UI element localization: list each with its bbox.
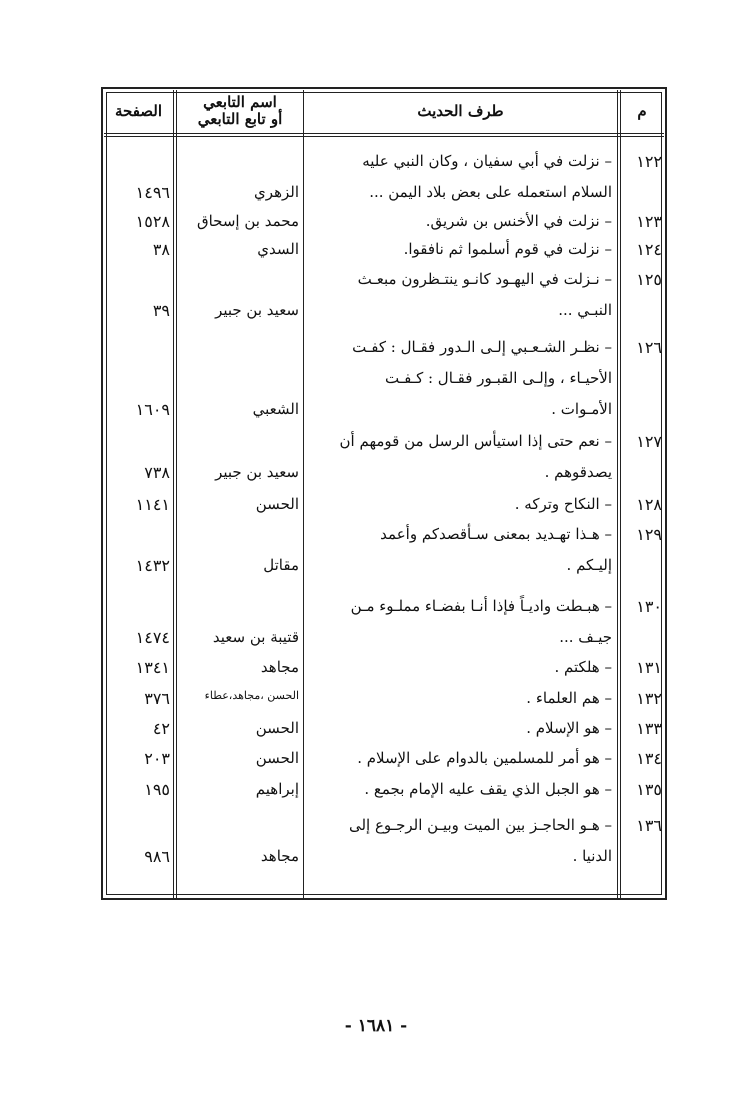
row-number: ١٢٩ bbox=[636, 525, 662, 544]
hadith-text-line: النبـي ... bbox=[558, 301, 612, 319]
hadith-text-line: – هـو الحاجـز بين الميت وبيـن الرجـوع إلى bbox=[348, 816, 612, 834]
hadith-text-line: – هلكتم . bbox=[554, 658, 612, 676]
hadith-text-line: – هو الجبل الذي يقف عليه الإمام بجمع . bbox=[364, 780, 612, 798]
hadith-text-line: إليـكم . bbox=[566, 556, 612, 574]
row-number: ١٢٦ bbox=[636, 338, 662, 357]
hadith-text-line: الأحيـاء ، وإلـى القبـور فقـال : كـفـت bbox=[384, 369, 612, 387]
row-number: ١٢٨ bbox=[636, 495, 662, 514]
page-ref: ٣٩ bbox=[152, 301, 170, 320]
hadith-text-line: – نعم حتى إذا استيأس الرسل من قومهم أن bbox=[339, 432, 612, 450]
page-ref: ٣٧٦ bbox=[144, 689, 170, 708]
page-ref: ١٤٩٦ bbox=[135, 183, 170, 202]
tabii-name: محمد بن إسحاق bbox=[196, 212, 299, 230]
page-ref: ١٩٥ bbox=[144, 780, 170, 799]
header-hadith: طرف الحديث bbox=[417, 101, 504, 120]
tabii-name: الزهري bbox=[254, 183, 299, 201]
header-num: م bbox=[637, 101, 647, 120]
hadith-text-line: الأمـوات . bbox=[551, 400, 612, 418]
row-number: ١٢٣ bbox=[636, 212, 662, 231]
tabii-name: مجاهد bbox=[260, 847, 299, 865]
hadith-text-line: الدنيا . bbox=[572, 847, 612, 865]
row-number: ١٣٤ bbox=[636, 749, 662, 768]
row-number: ١٣٠ bbox=[636, 597, 662, 616]
hadith-text-line: – هم العلماء . bbox=[526, 689, 612, 707]
hadith-text-line: – هـذا تهـديد بمعنى سـأقصدكم وأعمد bbox=[380, 525, 612, 543]
tabii-name: سعيد بن جبير bbox=[215, 463, 299, 481]
hadith-text-line: – هو الإسلام . bbox=[526, 719, 612, 737]
tabii-name: سعيد بن جبير bbox=[215, 301, 299, 319]
page-ref: ٤٢ bbox=[152, 719, 170, 738]
page-ref: ٩٨٦ bbox=[144, 847, 170, 866]
page-ref: ٧٣٨ bbox=[144, 463, 170, 482]
page-ref: ١٥٢٨ bbox=[135, 212, 170, 231]
row-number: ١٢٥ bbox=[636, 270, 662, 289]
hadith-text-line: جيـف ... bbox=[559, 628, 612, 646]
hadith-text-line: – نظـر الشـعـبي إلـى الـدور فقـال : كفـت bbox=[352, 338, 612, 356]
row-number: ١٣١ bbox=[636, 658, 662, 677]
row-number: ١٣٣ bbox=[636, 719, 662, 738]
page-ref: ١٤٧٤ bbox=[135, 628, 170, 647]
row-number: ١٣٦ bbox=[636, 816, 662, 835]
hadith-text-line: – هبـطت واديـاً فإذا أنـا بفضـاء مملـوء مـن bbox=[350, 597, 612, 615]
tabii-name: الشعبي bbox=[252, 400, 299, 418]
row-number: ١٣٢ bbox=[636, 689, 662, 708]
page-ref: ٣٨ bbox=[152, 240, 170, 259]
page-number: - ١٦٨١ - bbox=[344, 1016, 408, 1036]
hadith-text-line: – نزلت في الأخنس بن شريق. bbox=[425, 212, 612, 230]
hadith-text-line: – هو أمر للمسلمين بالدوام على الإسلام . bbox=[357, 749, 612, 767]
hadith-text-line: – نـزلت في اليهـود كانـو ينتـظرون مبعـث bbox=[357, 270, 612, 288]
page-ref: ٢٠٣ bbox=[144, 749, 170, 768]
row-number: ١٢٧ bbox=[636, 432, 662, 451]
header-page: الصفحة bbox=[114, 101, 163, 120]
page-ref: ١٣٤١ bbox=[135, 658, 170, 677]
tabii-name: مجاهد bbox=[260, 658, 299, 676]
tabii-name: إبراهيم bbox=[255, 780, 299, 798]
hadith-text-line: السلام استعمله على بعض بلاد اليمن ... bbox=[369, 183, 612, 201]
page-ref: ١٦٠٩ bbox=[135, 400, 170, 419]
tabii-name: الحسن bbox=[255, 495, 299, 513]
tabii-name: الحسن bbox=[255, 749, 299, 767]
tabii-name: السدي bbox=[257, 240, 299, 258]
row-number: ١٣٥ bbox=[636, 780, 662, 799]
hadith-text-line: – النكاح وتركه . bbox=[514, 495, 612, 513]
hadith-text-line: يصدقوهم . bbox=[544, 463, 612, 481]
hadith-text-line: – نزلت في أبي سفيان ، وكان النبي عليه bbox=[362, 152, 612, 170]
row-number: ١٢٢ bbox=[636, 152, 662, 171]
tabii-name: الحسن bbox=[255, 719, 299, 737]
header-tabii-line2: أو تابع التابعي bbox=[197, 110, 283, 128]
hadith-text-line: – نزلت في قوم أسلموا ثم نافقوا. bbox=[403, 240, 612, 258]
tabii-name: قتيبة بن سعيد bbox=[212, 628, 299, 646]
header-tabii-line1: اسم التابعي bbox=[203, 93, 277, 111]
page-ref: ١١٤١ bbox=[135, 495, 170, 514]
row-number: ١٢٤ bbox=[636, 240, 662, 259]
page-ref: ١٤٣٢ bbox=[135, 556, 170, 575]
tabii-name: الحسن ،مجاهد،عطاء bbox=[204, 689, 299, 702]
tabii-name: مقاتل bbox=[263, 556, 299, 574]
